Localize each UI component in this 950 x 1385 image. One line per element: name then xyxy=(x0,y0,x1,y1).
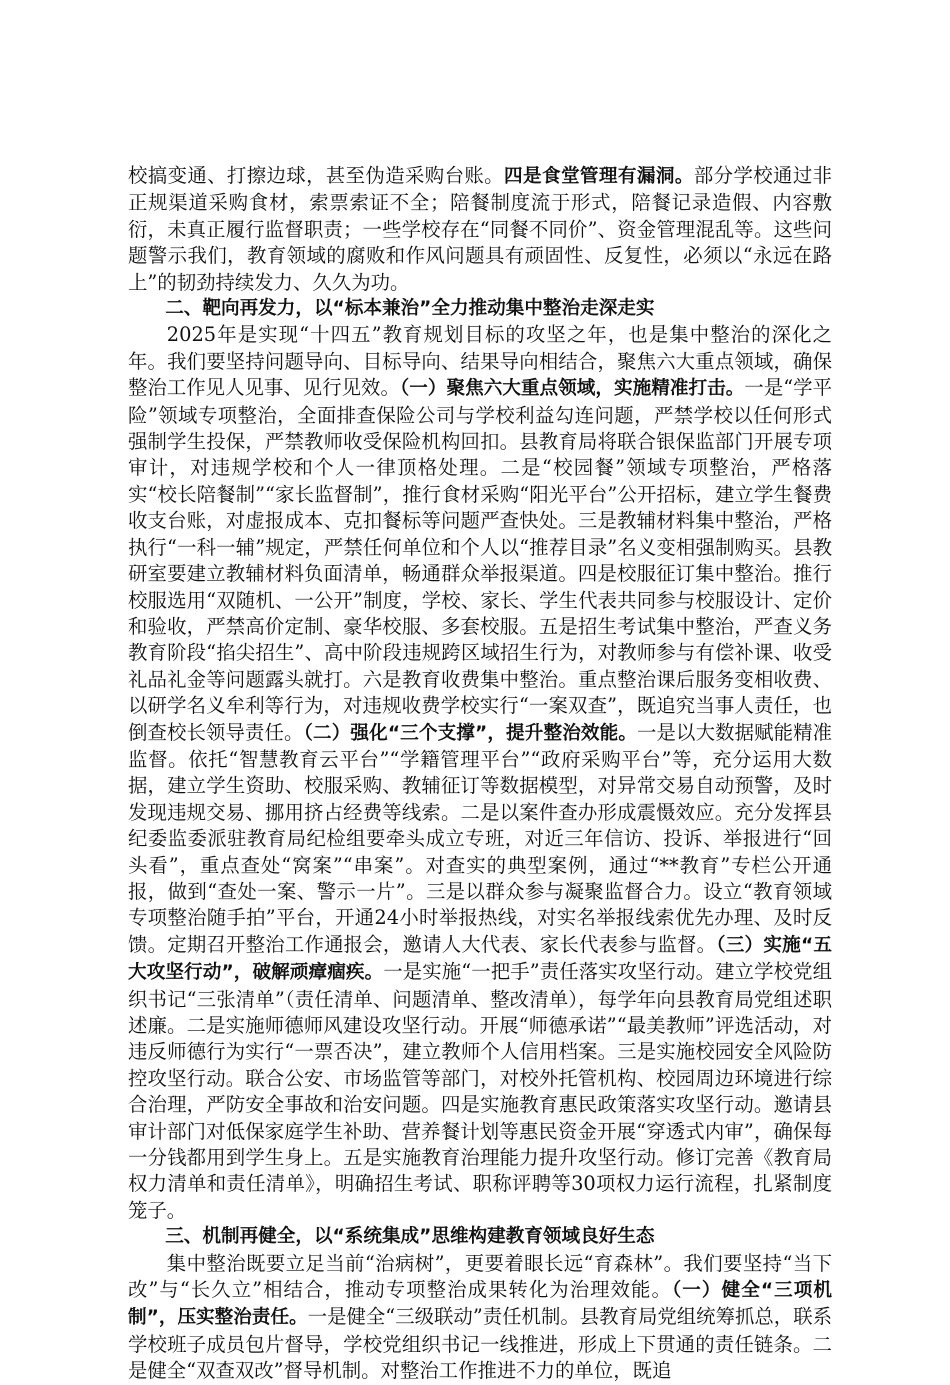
subheading-3: （三）实施“五大攻坚行动”，破解顽瘴痼疾。 xyxy=(128,934,833,984)
paragraph-text: 集中整治既要立足当前“治病树”，更要着眼长远“育森林”。我们要坚持“当下改”与“长久立”相结合，推动专项整治成果转化为治理效能。 xyxy=(128,1251,832,1302)
subheading-mechanisms: （一）健全“三项机制”，压实整治责任。 xyxy=(128,1280,832,1329)
subheading-2: （二）强化“三个支撑”，提升整治效能。 xyxy=(303,722,638,744)
paragraph-text: 一是以大数据赋能精准监督。依托“智慧教育云平台”“学籍管理平台”“政府采购平台”等，充分运用大数据，建立学生资助、校服采购、教辅征订等数据模型，对异常交易自动预警，及时发现违规交易、挪用挤占经费等线索。二是以案件查办形成震慑效应。充分发挥县纪委监委派驻教育局纪检组要牵头成立专班，对近三年信访、投诉、举报进行“回头看”，重点查处“窝案”“串案”。对查实的典型案例，通过“**教育”专栏公开通报，做到“查处一案、警示一片”。三是以群众参与凝聚监督合力。设立“教育领域专项整治随手拍”平台，开通24小时举报热线，对实名举报线索优先办理、及时反馈。定期召开整治工作通报会，邀请人大代表、家长代表参与监督。 xyxy=(128,720,833,956)
paragraph-text: 校搞变通、打擦边球，甚至伪造采购台账。 xyxy=(128,164,504,187)
paragraph-continuation xyxy=(128,163,832,296)
paragraph-section-3 xyxy=(128,1251,832,1385)
paragraph-text: 2025年是实现“十四五”教育规划目标的攻坚之年，也是集中整治的深化之年。我们要坚持问题导向、目标导向、结果导向相结合，聚焦六大重点领域，确保整治工作见人见事、见行见效。 xyxy=(128,323,832,400)
section-heading-2: 二、靶向再发力，以“标本兼治”全力推动集中整治走深走实 xyxy=(165,298,655,320)
paragraph-text: 部分学校通过非正规渠道采购食材，索票索证不全；陪餐制度流于形式，陪餐记录造假、内容敷衍，未真正履行监督职责；一些学校存在“同餐不同价”、资金管理混乱等。这些问题警示我们，教育领域的腐败和作风问题具有顽固性、反复性，必须以“永远在路上”的韧劲持续发力、久久为功。 xyxy=(128,164,833,294)
document-page xyxy=(128,163,832,1385)
bold-point-canteen: 四是食堂管理有漏洞。 xyxy=(503,166,694,187)
paragraph-text: 一是实施“一把手”责任落实攻坚行动。建立学校党组织书记“三张清单”（责任清单、问题清单、整改清单），每学年向县教育局党组述职述廉。二是实施师德师风建设攻坚行动。开展“师德承诺”“最美教师”评选活动，对违反师德行为实行“一票否决”，建立教师个人信用档案。三是实施校园安全风险防控攻坚行动。联合公安、市场监管等部门，对校外托管机构、校园周边环境进行综合治理，严防安全事故和治安问题。四是实施教育惠民政策落实攻坚行动。邀请县审计部门对低保家庭学生补助、营养餐计划等惠民资金开展“穿透式内审”，确保每一分钱都用到学生身上。五是实施教育治理能力提升攻坚行动。修订完善《教育局权力清单和责任清单》，明确招生考试、职称评聘等30项权力运行流程，扎紧制度笼子。 xyxy=(128,960,832,1222)
paragraph-text: 一是“学平险”领域专项整治，全面排查保险公司与学校利益勾连问题，严禁学校以任何形式强制学生投保，严禁教师收受保险机构回扣。县教育局将联合银保监部门开展专项审计，对违规学校和个人一律顶格处理。二是“校园餐”领域专项整治，严格落实“校长陪餐制”“家长监督制”，推行食材采购“阳光平台”公开招标，建立学生餐费收支台账，对虚报成本、克扣餐标等问题严查快处。三是教辅材料集中整治，严格执行“一科一辅”规定，严禁任何单位和个人以“推荐目录”名义变相强制购买。县教研室要建立教辅材料负面清单，畅通群众举报渠道。四是校服征订集中整治。推行校服选用“双随机、一公开”制度，学校、家长、学生代表共同参与校服设计、定价和验收，严禁高价定制、豪华校服、多套校服。五是招生考试集中整治，严查义务教育阶段“掐尖招生”、高中阶段违规跨区域招生行为，对教师参与有偿补课、收受礼品礼金等问题露头就打。六是教育收费集中整治。重点整治课后服务变相收费、以研学名义牟利等行为，对违规收费学校实行“一案双查”，既追究当事人责任，也倒查校长领导责任。 xyxy=(128,376,832,744)
paragraph-text: 一是健全“三级联动”责任机制。县教育局党组统筹抓总，联系学校班子成员包片督导，学校党组织书记一线推进，形成上下贯通的责任链条。二是健全“双查双改”督导机制。对整治工作推进不力的单位，既追 xyxy=(128,1305,832,1383)
paragraph-section-2 xyxy=(128,322,832,1224)
subheading-1: （一）聚焦六大重点领域，实施精准打击。 xyxy=(399,378,745,400)
section-heading-3: 三、机制再健全，以“系统集成”思维构建教育领域良好生态 xyxy=(165,1226,655,1248)
